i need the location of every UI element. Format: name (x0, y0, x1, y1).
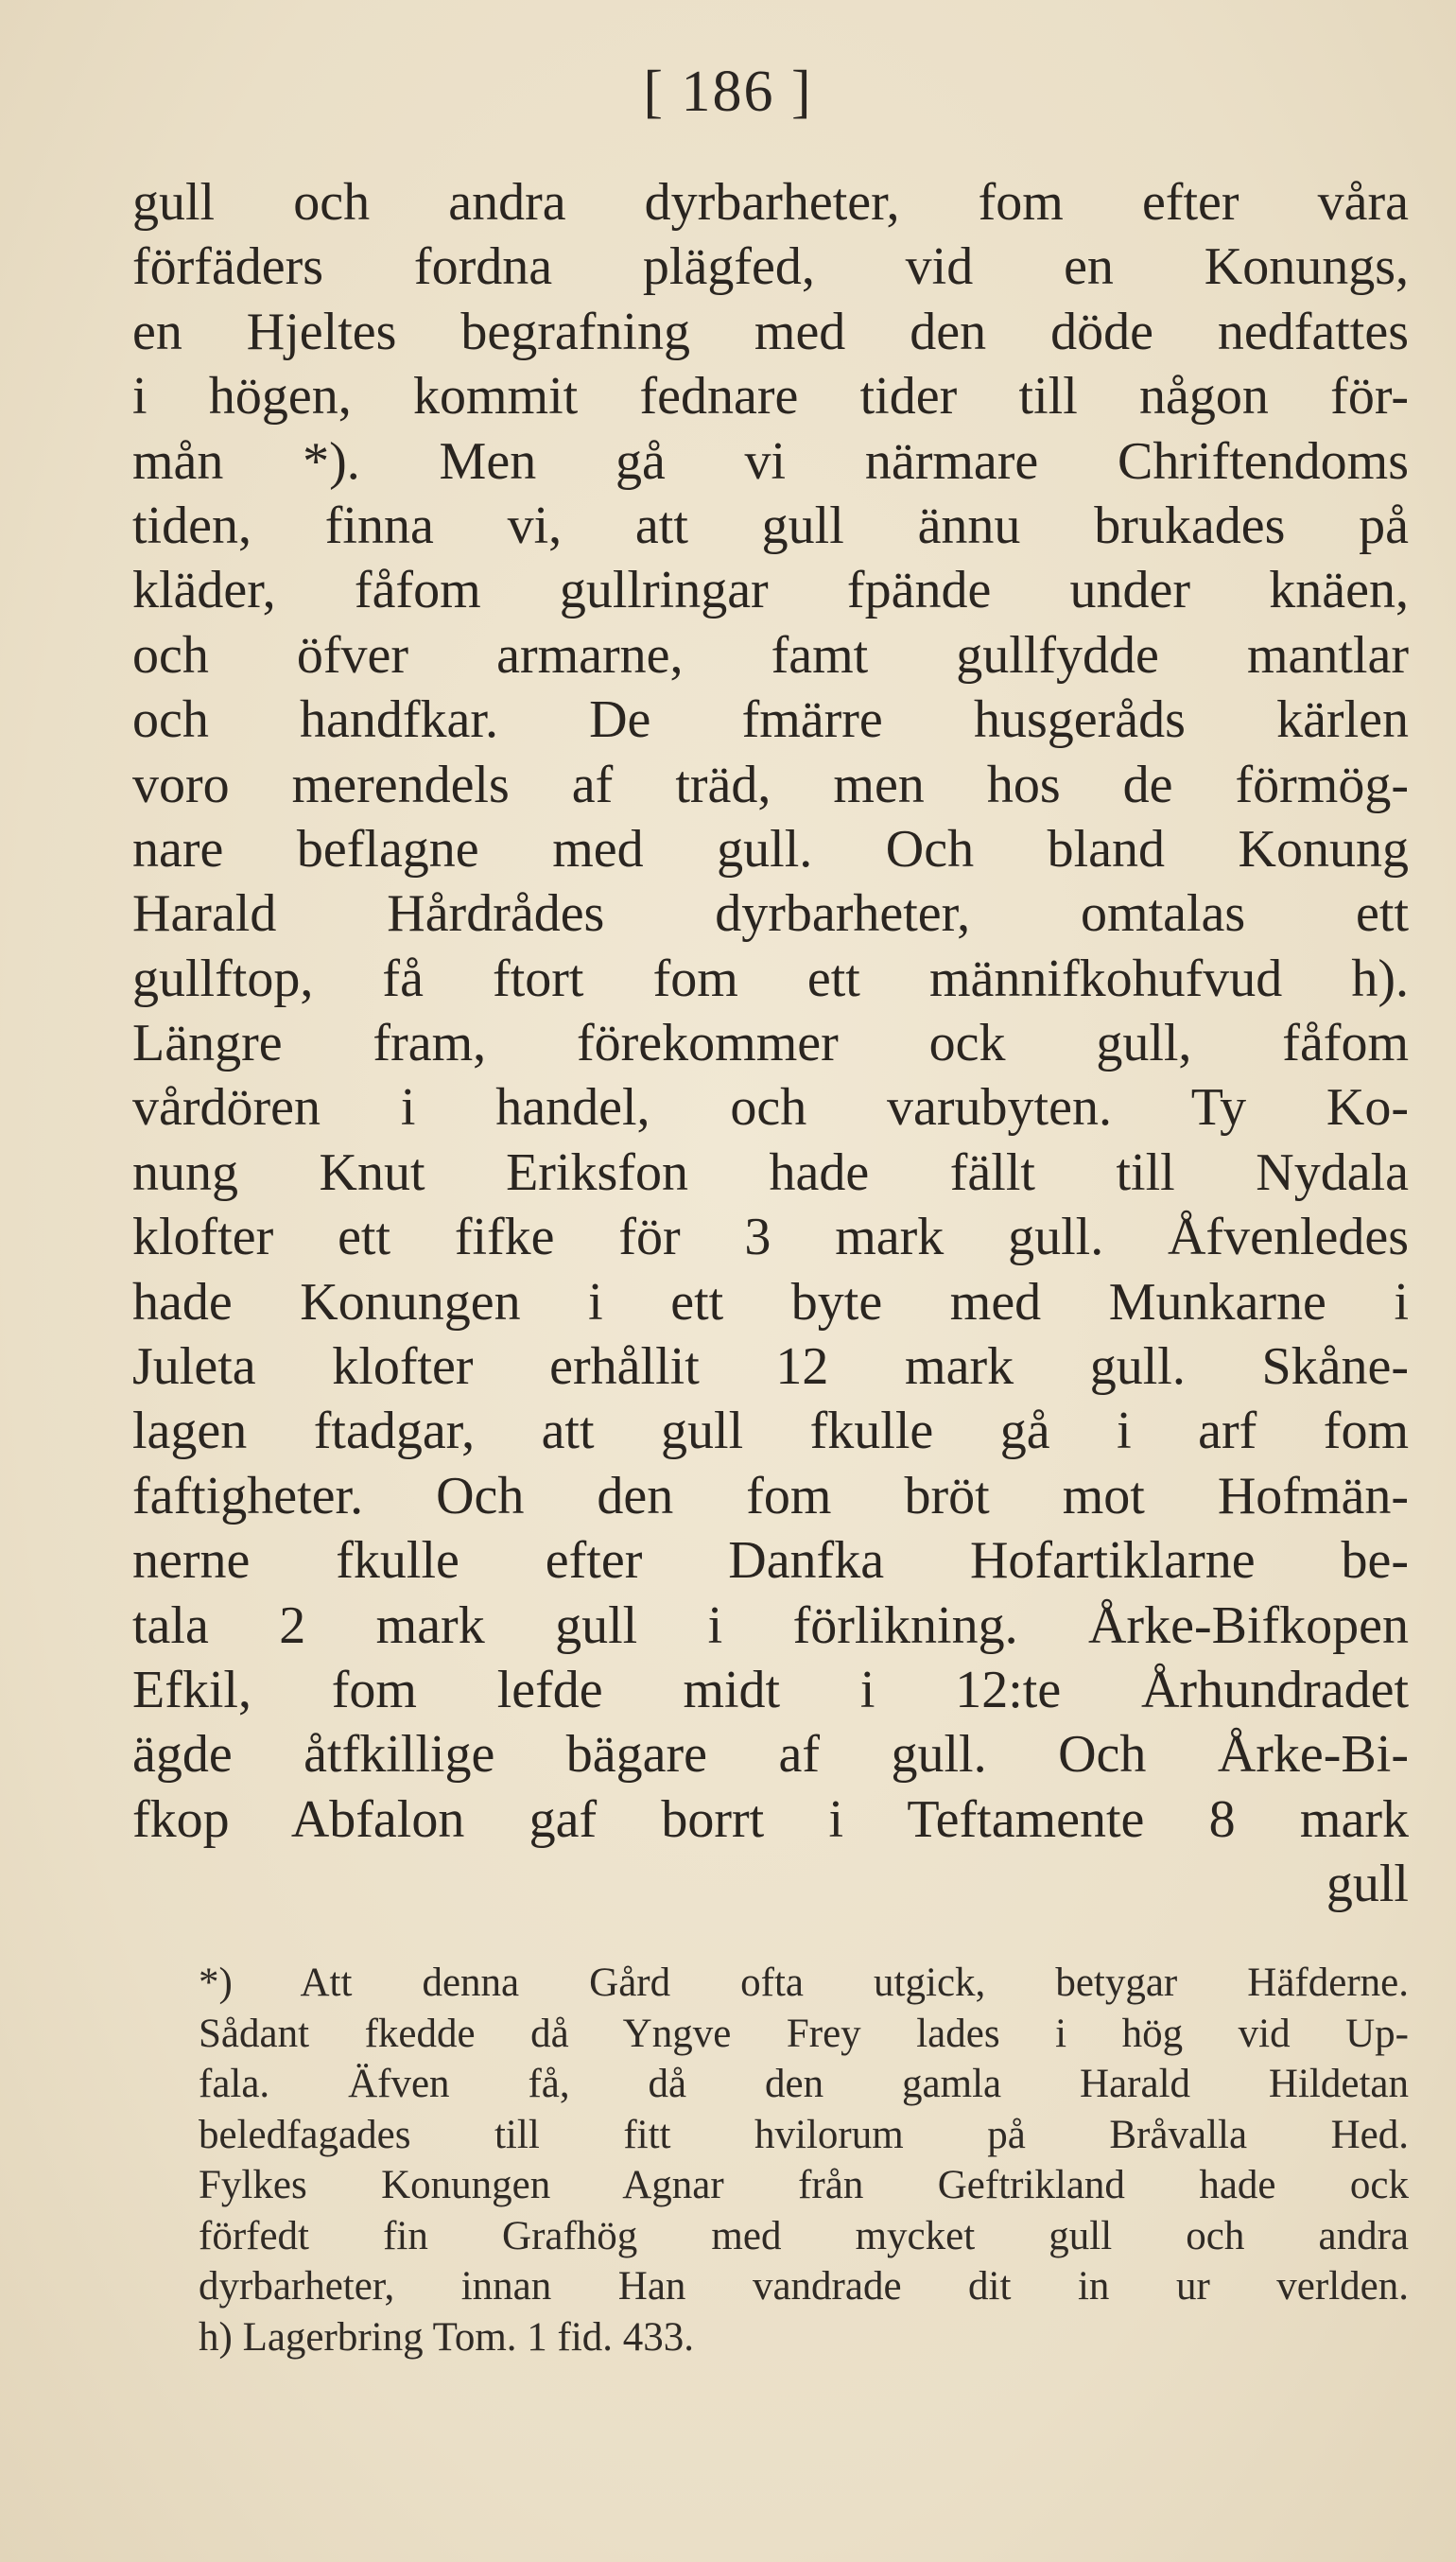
footnote-line: beledfagades till fitt hvilorum på Bråvalla Hed. (199, 2112, 1409, 2157)
text-line: Efkil, fom lefde midt i 12:te Århundradet (132, 1660, 1409, 1719)
text-line: vårdören i handel, och varubyten. Ty Ko- (132, 1078, 1409, 1138)
text-line: i högen, kommit fednare tider till någon för- (132, 367, 1409, 427)
text-line: Harald Hårdrådes dyrbarheter, omtalas ett (132, 884, 1409, 944)
footnote-line: h) Lagerbring Tom. 1 fid. 433. (199, 2314, 695, 2360)
text-line: tala 2 mark gull i förlikning. Årke-Bifkopen (132, 1595, 1409, 1655)
text-line: hade Konungen i ett byte med Munkarne i (132, 1272, 1409, 1332)
text-line: Längre fram, förekommer ock gull, fåfom (132, 1014, 1409, 1073)
footnote-line: Sådant fkedde då Yngve Frey lades i hög vid Up- (199, 2011, 1409, 2056)
text-line: nerne fkulle efter Danfka Hofartiklarne be- (132, 1531, 1409, 1591)
text-line: faftigheter. Och den fom bröt mot Hofmän- (132, 1466, 1409, 1525)
text-line: ägde åtfkillige bägare af gull. Och Årke-Bi- (132, 1725, 1409, 1785)
footnotes (199, 1958, 1409, 2362)
text-line: och öfver armarne, famt gullfydde mantlar (132, 625, 1409, 685)
catchword: gull (1326, 1855, 1409, 1914)
footnote-line: dyrbarheter, innan Han vandrade dit in ur verlden. (199, 2264, 1409, 2309)
text-line: mån *). Men gå vi närmare Chriftendoms (132, 431, 1409, 491)
text-line: nung Knut Eriksfon hade fällt till Nydala (132, 1142, 1409, 1202)
text-line: Juleta klofter erhållit 12 mark gull. Skåne- (132, 1337, 1409, 1397)
main-text (132, 170, 1409, 1917)
text-line: och handfkar. De fmärre husgeråds kärlen (132, 690, 1409, 750)
footnote-line: *) Att denna Gård ofta utgick, betygar Häfderne. (199, 1961, 1409, 2005)
text-line: en Hjeltes begrafning med den döde nedfattes (132, 302, 1409, 361)
text-line: gull och andra dyrbarheter, fom efter våra (132, 173, 1409, 232)
footnote-line: Fylkes Konungen Agnar från Geftrikland hade ock (199, 2163, 1409, 2207)
text-line: gullftop, få ftort fom ett männifkohufvud h). (132, 949, 1409, 1008)
footnote-line: fala. Äfven få, då den gamla Harald Hildetan (199, 2062, 1409, 2106)
page-number: [ 186 ] (643, 60, 813, 124)
footnote-line: förfedt fin Grafhög med mycket gull och andra (199, 2213, 1409, 2258)
text-line: kläder, fåfom gullringar fpände under knäen, (132, 561, 1409, 620)
text-line: förfäders fordna plägfed, vid en Konungs, (132, 237, 1409, 297)
text-line: fkop Abfalon gaf borrt i Teftamente 8 mark (132, 1789, 1409, 1849)
text-line: nare beflagne med gull. Och bland Konung (132, 819, 1409, 879)
text-line: tiden, finna vi, att gull ännu brukades på (132, 496, 1409, 555)
text-line: voro merendels af träd, men hos de förmög- (132, 755, 1409, 814)
text-line: lagen ftadgar, att gull fkulle gå i arf fom (132, 1402, 1409, 1461)
text-line: klofter ett fifke för 3 mark gull. Åfvenledes (132, 1208, 1409, 1267)
